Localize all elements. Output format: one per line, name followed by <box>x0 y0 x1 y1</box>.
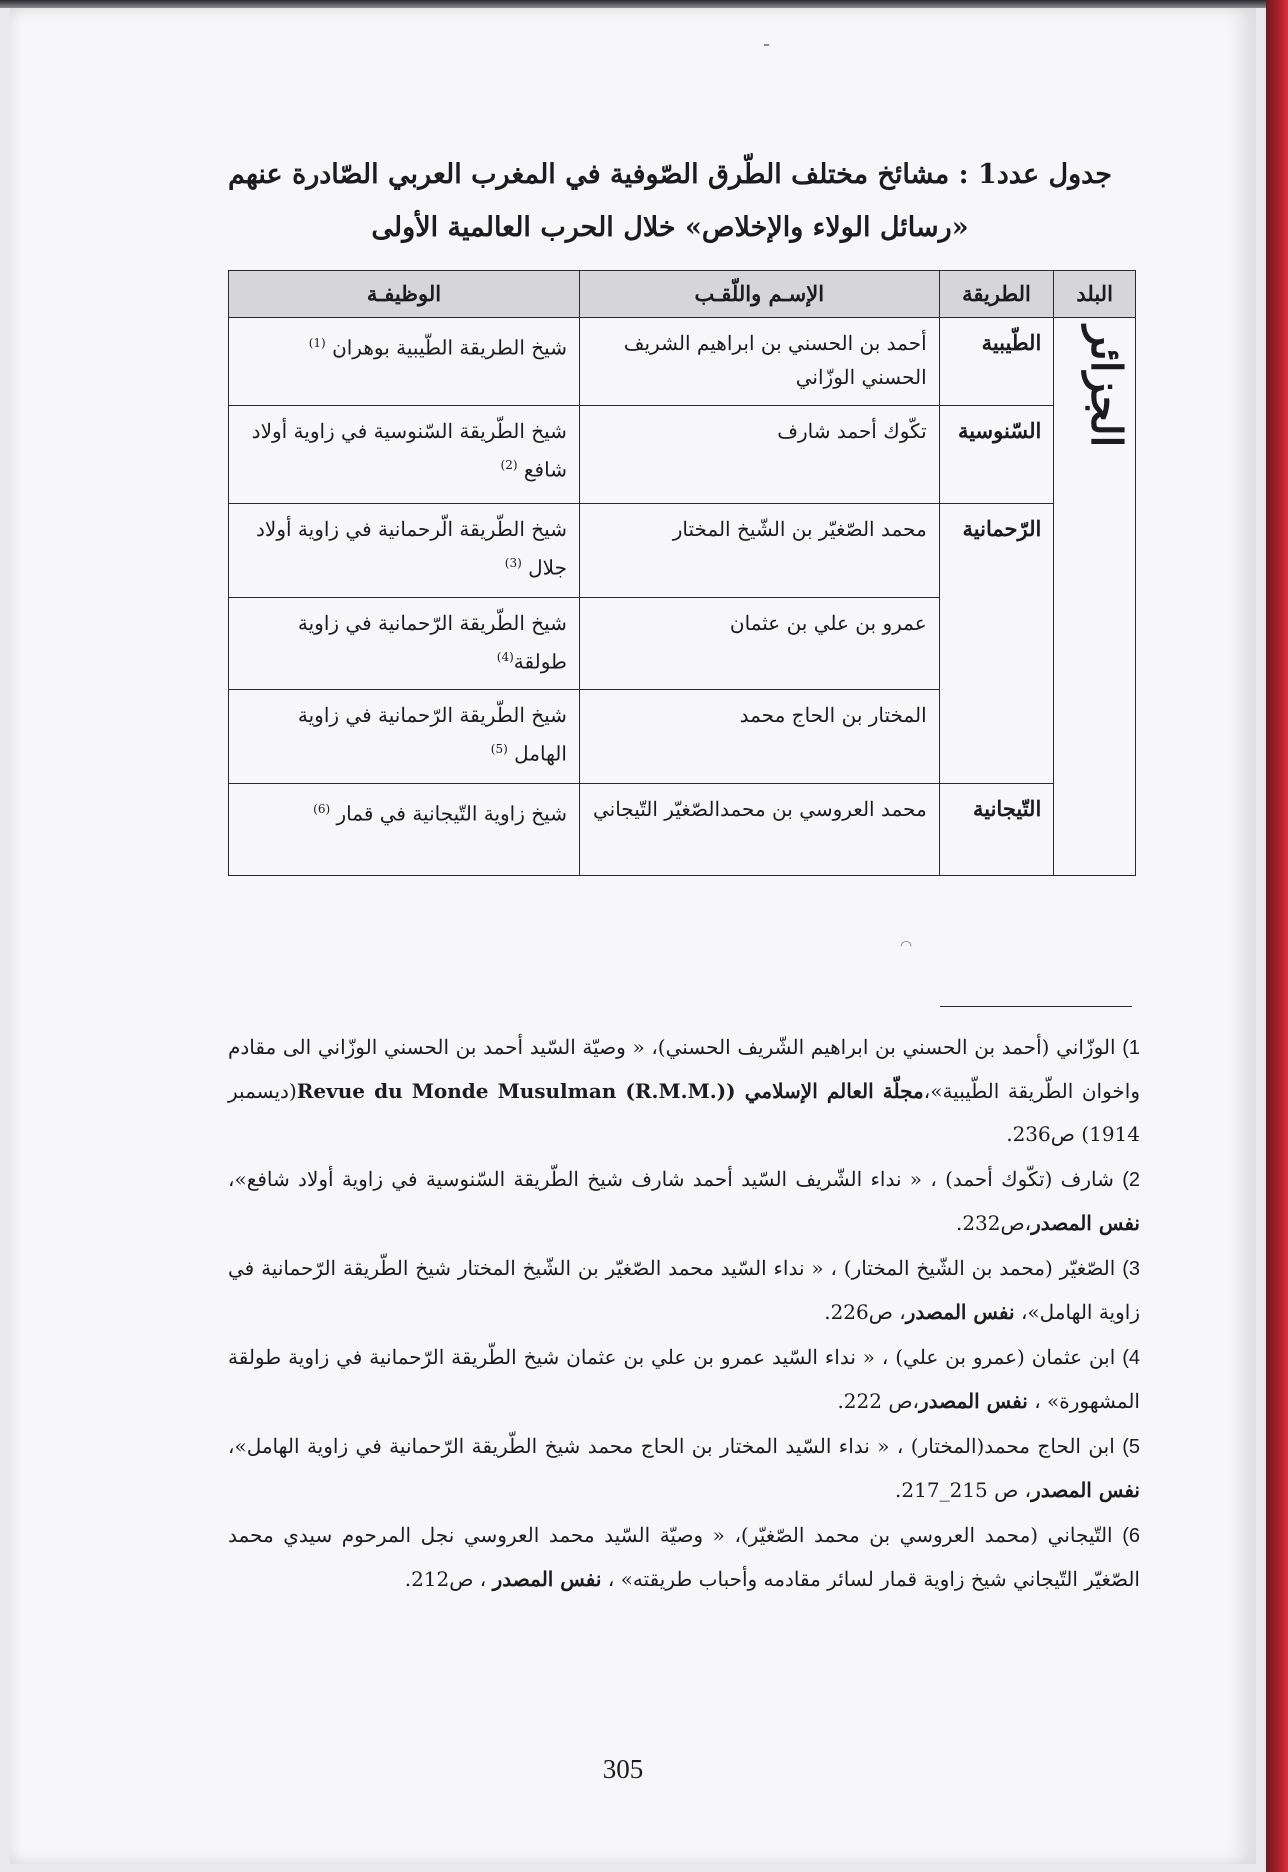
footnote-text: ابن الحاج محمد(المختار) ، « نداء السّيد المختار بن الحاج محمد شيخ الطّريقة الرّحمانية في زاوية الهامل»، <box>228 1434 1115 1458</box>
footnote-6 <box>228 1514 1140 1601</box>
footnote-3 <box>228 1247 1140 1334</box>
caption-line-1: جدول عدد1 : مشائخ مختلف الطّرق الصّوفية في المغرب العربي الصّادرة عنهم <box>228 159 1112 190</box>
footnote-tail: ،ص 222. <box>837 1389 919 1413</box>
function-cell <box>229 318 580 406</box>
footnote-number: 4) <box>1122 1347 1141 1369</box>
footnote-separator <box>940 1006 1132 1007</box>
footnote-ref: (1) <box>308 336 326 350</box>
footnote-tail: ،ص232. <box>955 1211 1032 1235</box>
footnote-2 <box>228 1158 1140 1245</box>
footnote-text: شارف (تكّوك أحمد) ، « نداء الشّريف السّيد أحمد شارف شيخ الطّريقة السّنوسية في زاوية أولاد شافع»، <box>228 1167 1114 1191</box>
footnote-tail: ، ص212. <box>404 1567 493 1591</box>
footnote-source: نفس المصدر <box>492 1567 602 1591</box>
tariqa-cell: الطّيبية <box>939 318 1054 406</box>
print-speck: ◠ <box>900 938 913 954</box>
name-cell: عمرو بن علي بن عثمان <box>579 598 939 690</box>
footnote-5 <box>228 1425 1140 1512</box>
footnote-text: الوزّاني (أحمد بن الحسني بن ابراهيم الشّريف الحسني)، « وصيّة السّيد أحمد بن الحسني الوزّاني الى مقادم واخوان الطّريقة الطّيبية»، <box>228 1035 1140 1103</box>
footnote-source: نفس المصدر <box>1031 1478 1140 1502</box>
header-function: الوظيفـة <box>229 271 580 318</box>
footnote-tail: (ديسمبر 1914) ص236. <box>228 1079 1140 1146</box>
table-row <box>229 784 1136 876</box>
book-cover-edge <box>1266 0 1288 1872</box>
name-cell: محمد الصّغيّر بن الشّيخ المختار <box>579 504 939 598</box>
table-caption <box>200 148 1140 254</box>
name-cell: المختار بن الحاج محمد <box>579 690 939 784</box>
tariqa-cell: الرّحمانية <box>939 504 1054 784</box>
header-country: البلد <box>1054 271 1136 318</box>
tariqa-cell: التّيجانية <box>939 784 1054 876</box>
function-text: شيخ الطّريقة الّرحمانية في زاوية أولاد جلال <box>256 517 567 580</box>
print-speck <box>764 44 769 46</box>
footnote-number: 5) <box>1122 1436 1140 1458</box>
footnote-text: التّيجاني (محمد العروسي بن محمد الصّغيّر)، « وصيّة السّيد محمد العروسي نجل المرحوم سيدي محمد الصّغيّر التّيجاني شيخ زاوية قمار لسائر مقادمه وأحباب طريقته» ، <box>228 1523 1140 1591</box>
footnote-number: 2) <box>1122 1169 1141 1191</box>
footnote-ref: (6) <box>313 802 331 816</box>
footnote-number: 3) <box>1122 1258 1140 1280</box>
footnote-tail: ، ص 215_217. <box>895 1478 1032 1502</box>
footnote-tail: ، ص226. <box>824 1300 906 1324</box>
header-tariqa: الطريقة <box>939 271 1054 318</box>
footnote-source: مجلّة العالم الإسلامي (Revue du Monde Musulman (R.M.M.) <box>296 1079 924 1103</box>
table-header-row <box>229 271 1136 318</box>
footnote-ref: (5) <box>490 742 508 756</box>
footnote-1 <box>228 1026 1140 1156</box>
footnote-ref: (4) <box>496 650 514 664</box>
name-cell: أحمد بن الحسني بن ابراهيم الشريف الحسني الوزّاني <box>579 318 939 406</box>
footnote-text: ابن عثمان (عمرو بن علي) ، « نداء السّيد عمرو بن علي بن عثمان شيخ الطّريقة الرّحمانية في زاوية طولقة المشهورة» ، <box>228 1345 1140 1413</box>
footnote-number: 6) <box>1122 1525 1140 1547</box>
function-text: شيخ الطريقة الطّيبية بوهران <box>332 335 567 360</box>
function-cell <box>229 598 580 690</box>
name-cell: محمد العروسي بن محمدالصّغيّر التّيجاني <box>579 784 939 876</box>
footnotes <box>228 1026 1140 1603</box>
sufi-sheikhs-table <box>228 270 1136 876</box>
caption-line-2: «رسائل الولاء والإخلاص» خلال الحرب العالمية الأولى <box>371 212 969 243</box>
function-cell <box>229 504 580 598</box>
function-cell <box>229 406 580 504</box>
footnote-ref: (3) <box>504 556 522 570</box>
function-text: شيخ الطّريقة السّنوسية في زاوية أولاد شافع <box>251 419 567 482</box>
book-top-edge <box>0 0 1288 8</box>
function-text: شيخ الطّريقة الرّحمانية في زاوية الهامل <box>297 703 567 766</box>
footnote-number: 1) <box>1122 1037 1141 1059</box>
function-text: شيخ الطّريقة الرّحمانية في زاوية طولقة <box>297 611 567 674</box>
name-cell: تكّوك أحمد شارف <box>579 406 939 504</box>
table-row <box>229 504 1136 598</box>
page-number: 305 <box>602 1754 644 1784</box>
table-row <box>229 318 1136 406</box>
footnote-source: نفس المصدر <box>905 1300 1015 1324</box>
footnote-source: نفس المصدر <box>1031 1211 1140 1235</box>
country-cell <box>1054 318 1136 876</box>
footnote-text: الصّغيّر (محمد بن الشّيخ المختار) ، « نداء السّيد محمد الصّغيّر بن الشّيخ المختار شيخ الطّريقة الرّحمانية في زاوية الهامل»، <box>228 1256 1140 1324</box>
header-name: الإسـم واللّقـب <box>579 271 939 318</box>
function-cell <box>229 784 580 876</box>
footnote-4 <box>228 1336 1140 1423</box>
tariqa-cell: السّنوسية <box>939 406 1054 504</box>
footnote-source: نفس المصدر <box>918 1389 1028 1413</box>
footnote-ref: (2) <box>500 458 518 472</box>
function-text: شيخ زاوية التّيجانية في قمار <box>336 801 567 826</box>
table-row <box>229 406 1136 504</box>
function-cell <box>229 690 580 784</box>
country-label: الجزائر <box>1082 326 1131 448</box>
